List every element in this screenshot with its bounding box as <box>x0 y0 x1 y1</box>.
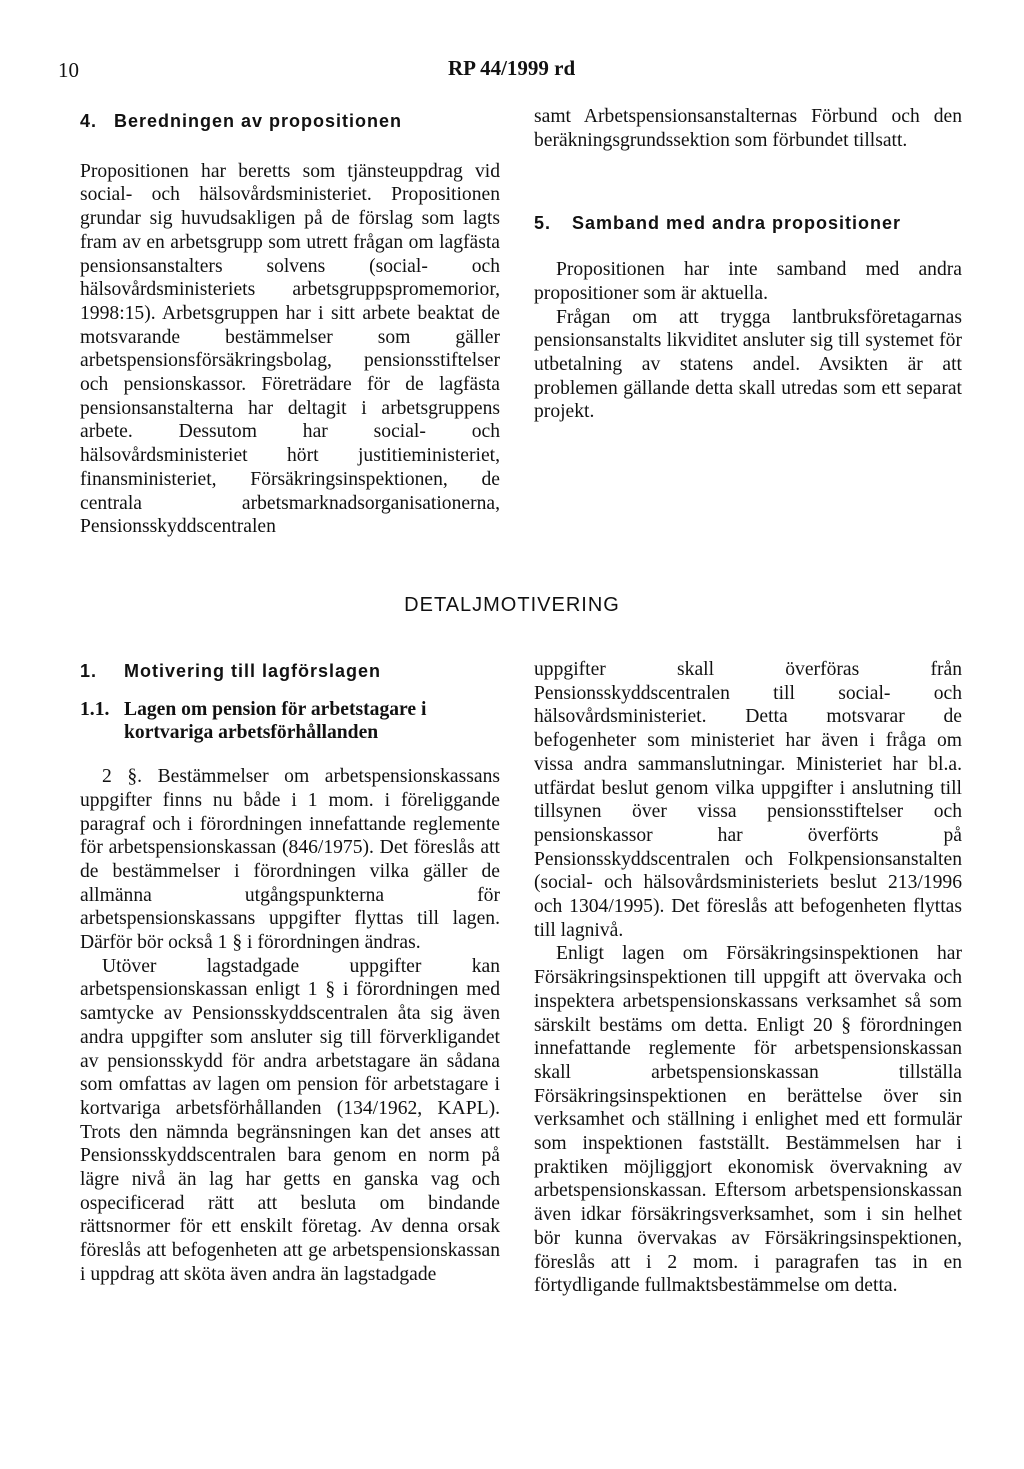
section-4-number: 4. <box>80 111 98 131</box>
section-4-heading <box>80 110 500 134</box>
section-4-column <box>80 110 500 539</box>
detail-left-column <box>80 660 500 1287</box>
section-5-heading <box>534 212 962 236</box>
section-1-number: 1. <box>80 661 98 681</box>
section-5-paragraph-1: Propositionen har inte samband med andra propositioner som är aktuella. <box>534 259 962 304</box>
section-5-paragraph-2: Frågan om att trygga lantbruksföretagarnas pensionsanstalts likviditet ansluter sig till systemet för utbetalning av statens andel. Avsikten är att problemen gällande detta skall utredas som ett separat projekt. <box>534 306 962 423</box>
section-4-paragraph: Propositionen har beretts som tjänsteuppdrag vid social- och hälsovårdsministeriet. Propositionen grundar sig huvudsakligen på de förslag som lagts fram av en arbetsgrupp som utrett frågan om lagfästa pensionsanstalters solvens (social- och hälsovårdsministeriets arbetsgruppspromemorior, 1998:15). Arbetsgruppen har i sitt arbete beaktat de motsvarande bestämmelser som gäller arbetspensionsförsäkringsbolag, pensionsstiftelser och pensionskassor. Företrädare för de lagfästa pensionsanstalterna har deltagit i arbetsgruppens arbete. Dessutom har social- och hälsovårdsministeriet hört justitieministeriet, finansministeriet, Försäkringsinspektionen, de centrala arbetsmarknadsorganisationerna, Pensionsskyddscentralen <box>80 160 500 538</box>
section-1-title: Motivering till lagförslagen <box>124 661 382 681</box>
section-1-1-number: 1.1. <box>80 698 110 720</box>
running-head: RP 44/1999 rd <box>448 56 576 80</box>
section-1-1-heading <box>80 698 500 745</box>
section-5-number: 5. <box>534 213 552 234</box>
detail-left-paragraph-2: Utöver lagstadgade uppgifter kan arbetspensionskassan enligt 1 § i förordningen med samtycke av Pensionsskyddscentralen åta sig även andra uppgifter som ansluter sig till förverkligandet av pensionsskydd för andra arbetstagare än sådana som omfattas av lagen om pension för arbetstagare i kortvariga arbetsförhållanden (134/1962, KAPL). Trots den nämnda begränsningen kan det anses att Pensionsskyddscentralen bara genom en norm på lägre nivå än lag har getts en ganska vag och ospecificerad rätt att besluta om bindande rättsnormer för ett enskilt företag. Av denna orsak föreslås att befogenheten att ge arbetspensionskassan i uppdrag att sköta även andra än lagstadgade <box>80 955 500 1285</box>
detail-right-column <box>534 658 962 1298</box>
detail-left-paragraph-1: 2 §. Bestämmelser om arbetspensionskassans uppgifter finns nu både i 1 mom. i föreliggande paragraf och i förordningen innefattande reglemente för arbetspensionskassan (846/1975). Det föreslås att de bestämmelser i förordningen vilka gäller de allmänna utgångspunkterna för arbetspensionskassans uppgifter flyttas till lagen. Därför bör också 1 § i förordningen ändras. <box>80 766 500 954</box>
detail-right-paragraph-1: uppgifter skall överföras från Pensionsskyddscentralen till social- och hälsovårdsministeriet. Detta motsvarar de befogenheter som ministeriet har även i fråga om vissa andra sammanslutningar. Ministeriet har bl.a. utfärdat beslut genom vilka uppgifter i anslutning till tillsynen över vissa pensionsstiftelser och pensionskassor har överförts på Pensionsskyddscentralen och Folkpensionsanstalten (social- och hälsovårdsministeriets beslut 213/1996 och 1304/1995). Det föreslås att befogenheten flyttas till lagnivå. <box>534 659 962 941</box>
section-5-title: Samband med andra propositioner <box>572 213 902 234</box>
section-1-1-title: Lagen om pension för arbetstagare i kortvariga arbetsförhållanden <box>124 698 427 744</box>
section-4-paragraph-continued: samt Arbetspensionsanstalternas Förbund och den beräkningsgrundssektion som förbundet tillsatt. <box>534 106 962 151</box>
detail-right-paragraph-2: Enligt lagen om Försäkringsinspektionen har Försäkringsinspektionen till uppgift att övervaka och inspektera arbetspensionskassans verksamhet så som särskilt bestäms om detta. Enligt 20 § förordningen innefattande reglemente för arbetspensionskassan skall arbetspensionskassan tillställa Försäkringsinspektionen en berättelse över sin verksamhet och ställning i enlighet med ett formulär som inspektionen fastställt. Bestämmelsen har i praktiken möjliggjort ekonomisk övervakning av arbetspensionskassan. Eftersom arbetspensionskassan även idkar försäkringsverksamhet, som i sin helhet bör kunna övervakas av Försäkringsinspektionen, föreslås att i 2 mom. i paragrafen tas in en förtydligande fullmaktsbestämmelse om detta. <box>534 943 962 1297</box>
page-number: 10 <box>58 58 79 82</box>
section-1-heading <box>80 660 500 684</box>
section-4-continuation-column <box>534 105 962 424</box>
section-4-title: Beredningen av propositionen <box>114 111 403 131</box>
detaljmotivering-title: DETALJMOTIVERING <box>404 594 620 616</box>
